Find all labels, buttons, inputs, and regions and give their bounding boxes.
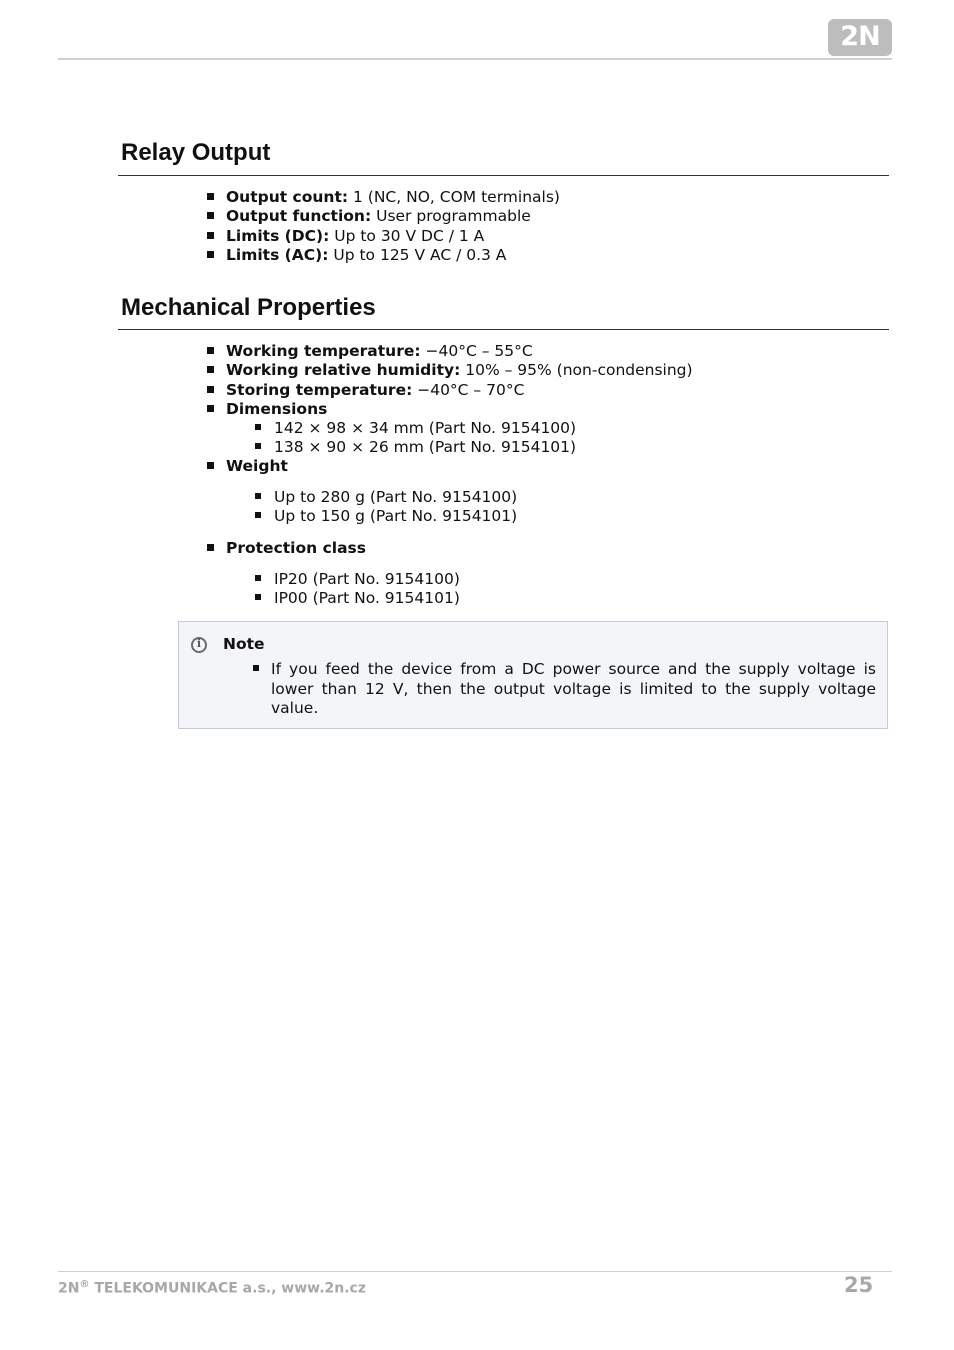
logo-text: 2N: [840, 21, 880, 52]
mechanical-properties-heading: Mechanical Properties: [121, 294, 376, 321]
list-item: 142 × 98 × 34 mm (Part No. 9154100): [274, 419, 576, 438]
list-item: Dimensions: [226, 400, 693, 419]
mechanical-specs-list: [226, 342, 693, 419]
protection-sublist: [274, 570, 460, 609]
brand-logo: [828, 19, 892, 56]
relay-heading-rule: [118, 175, 889, 176]
list-item: Working temperature: −40°C – 55°C: [226, 342, 693, 361]
weight-sublist: [274, 488, 517, 527]
footer-company: 2N® TELEKOMUNIKACE a.s., www.2n.cz: [58, 1279, 366, 1297]
protection-list: [226, 539, 366, 558]
footer-divider: [58, 1271, 892, 1272]
list-item: Working relative humidity: 10% – 95% (non-condensing): [226, 361, 693, 380]
list-item: Output function: User programmable: [226, 207, 560, 226]
relay-specs-list: [226, 188, 560, 265]
header-divider: [58, 58, 892, 60]
list-item: Weight: [226, 457, 288, 476]
mechanical-heading-rule: [118, 329, 889, 330]
info-icon: i: [191, 637, 207, 653]
note-text: If you feed the device from a DC power source and the supply voltage is lower than 12 V, then the output voltage is limited to the supply voltage value.: [271, 660, 876, 717]
weight-list: [226, 457, 288, 476]
note-list-item: [271, 660, 876, 719]
page-number: 25: [844, 1273, 874, 1297]
list-item: Storing temperature: −40°C – 70°C: [226, 381, 693, 400]
list-item: Output count: 1 (NC, NO, COM terminals): [226, 188, 560, 207]
note-panel: [178, 621, 888, 729]
list-item: IP00 (Part No. 9154101): [274, 589, 460, 608]
list-item: Limits (AC): Up to 125 V AC / 0.3 A: [226, 246, 560, 265]
list-item: Protection class: [226, 539, 366, 558]
list-item: IP20 (Part No. 9154100): [274, 570, 460, 589]
note-title: Note: [223, 635, 265, 653]
list-item: Up to 280 g (Part No. 9154100): [274, 488, 517, 507]
list-item: Limits (DC): Up to 30 V DC / 1 A: [226, 227, 560, 246]
list-item: 138 × 90 × 26 mm (Part No. 9154101): [274, 438, 576, 457]
dimensions-sublist: [274, 419, 576, 458]
list-item: Up to 150 g (Part No. 9154101): [274, 507, 517, 526]
relay-output-heading: Relay Output: [121, 139, 271, 166]
